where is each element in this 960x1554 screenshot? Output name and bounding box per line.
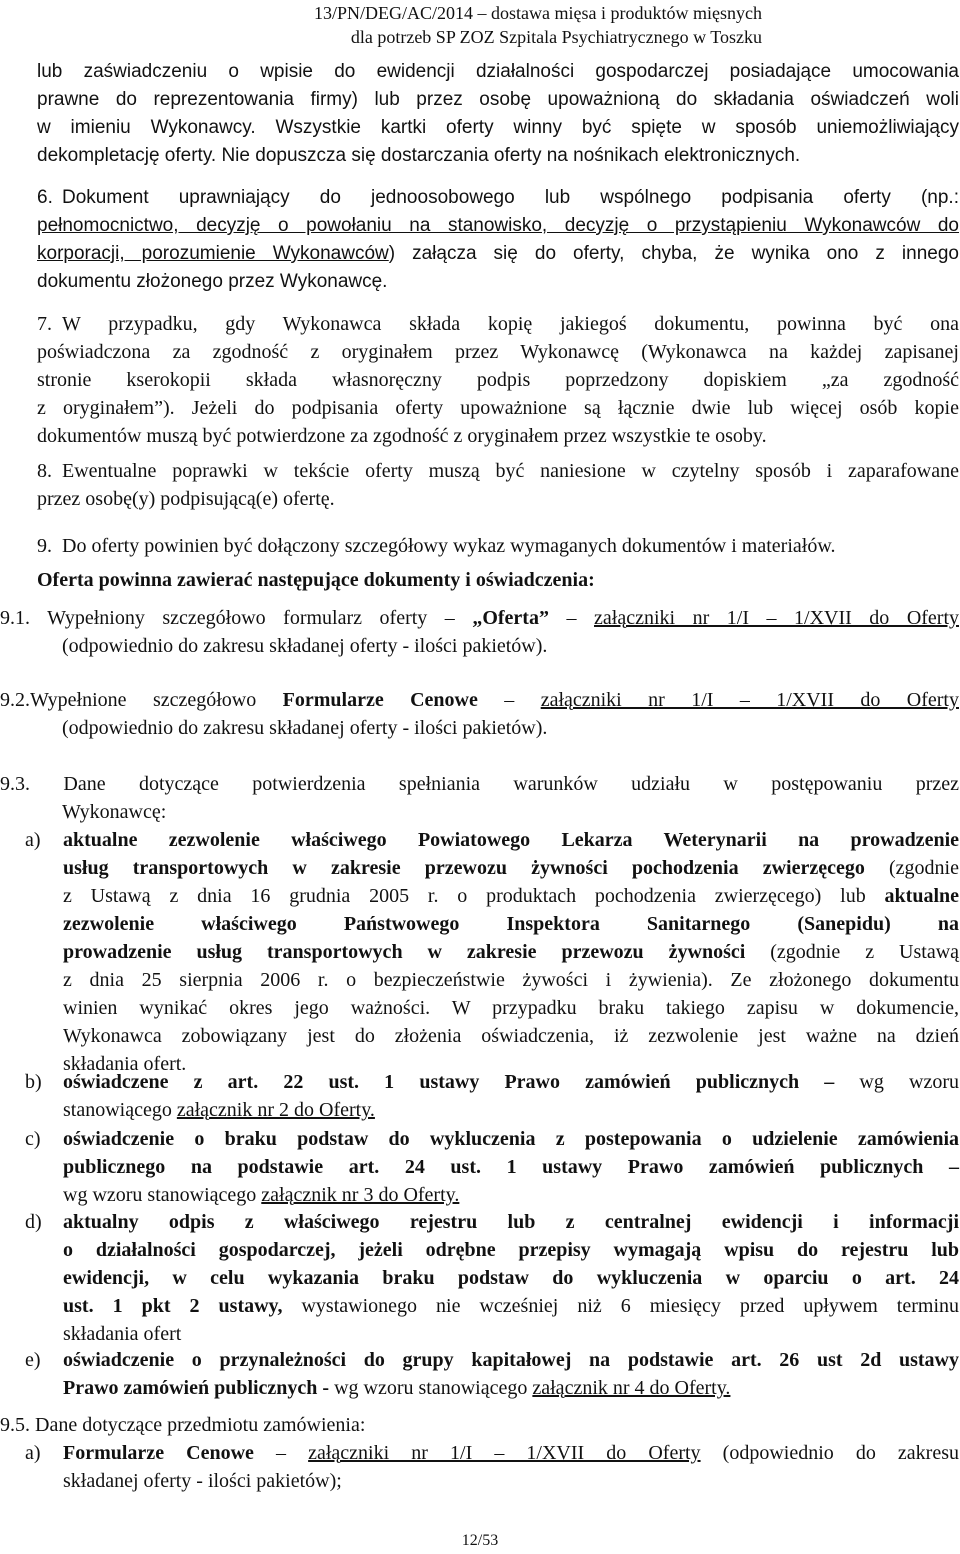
section-number: 8.	[37, 460, 52, 482]
header-line-2: dla potrzeb SP ZOZ Szpitala Psychiatrycznego w Toszku	[350, 27, 762, 47]
section-number: 9.3.	[0, 773, 30, 795]
section-9-5-item-a: a) Formularze Cenowe – załączniki nr 1/I – 1/XVII do Oferty (odpowiednio do zakresu składanej oferty - ilości pakietów);	[0, 1439, 959, 1495]
section-9-heading: Oferta powinna zawierać następujące dokumenty i oświadczenia:	[37, 569, 595, 591]
section-9-5: 9.5. Dane dotyczące przedmiotu zamówienia:	[0, 1414, 366, 1436]
item-label: b)	[25, 1071, 42, 1093]
intro-paragraph: lub zaświadczeniu o wpisie do ewidencji działalności gospodarczej posiadające umocowania prawne do reprezentowania firmy) lub przez osobę upoważnioną do składania oświadczeń woli w imieniu Wykonawcy. Wszystkie kartki oferty winny być spięte w sposób uniemożliwiający	[37, 61, 959, 138]
page-number: 12/53	[461, 1532, 499, 1549]
intro-last-line: dekompletację oferty. Nie dopuszcza się dostarczania oferty na nośnikach elektronicznych.	[37, 145, 801, 166]
item-label: e)	[25, 1349, 41, 1371]
section-8: 8. Ewentualne poprawki w tekście oferty muszą być naniesione w czytelny sposób i zaparafowane przez osobę(y) podpisującą(e) ofertę.	[37, 457, 959, 513]
section-number: 9.2.	[0, 689, 30, 711]
section-6: 6. Dokument uprawniający do jednoosobowego lub wspólnego podpisania oferty (np.: pełnomocnictwo, decyzję o powołaniu na stanowisko, decyzję o przystąpieniu Wykonawców do korporacji, porozumienie Wykonawców) załącza się do oferty, chyba, że wynika ono z innego dokumentu złożonego przez Wykonawcę.	[37, 184, 959, 296]
list-item-c: c) oświadczenie o braku podstaw do wykluczenia z postepowania o udzielenie zamówienia publicznego na podstawie art. 24 ust. 1 ustawy Prawo zamówień publicznych – wg wzoru stanowiącego załącznik nr 3 do Oferty.	[0, 1125, 959, 1209]
section-9-3: 9.3. Dane dotyczące potwierdzenia spełniania warunków udziału w postępowaniu przez Wykonawcę:	[0, 773, 959, 823]
item-label: c)	[25, 1128, 41, 1150]
list-item-b: b) oświadczene z art. 22 ust. 1 ustawy Prawo zamówień publicznych – wg wzoru stanowiącego załącznik nr 2 do Oferty.	[0, 1068, 959, 1124]
list-item-a: a) aktualne zezwolenie właściwego Powiatowego Lekarza Weterynarii na prowadzenie usług transportowych w zakresie przewozu żywności pochodzenia zwierzęcego (zgodnie z Ustawą z dnia 16 grudnia 2005 r. o produktach pochodzenia zwierzęcego) lub aktualne zezwolenie właściwego Państwowego Inspektora Sanitarnego (Sanepidu) na prowadzenie usług transportowych w zakresie przewozu żywności (zgodnie z Ustawą z dnia 25 sierpnia 2006 r. o bezpieczeństwie żywości i żywienia). Ze złożonego dokumentu winien wynikać okres jego ważności. W przypadku braku takiego zapisu w dokumencie, Wykonawca zobowiązany jest do złożenia oświadczenia, iż zezwolenie jest ważne na dzień składania ofert.	[0, 826, 959, 1078]
section-number: 9.	[37, 535, 52, 557]
list-item-d: d) aktualny odpis z właściwego rejestru lub z centralnej ewidencji i informacji o działalności gospodarczej, jeżeli odrębne przepisy wymagają wpisu do rejestru lub ewidencji, w celu wykazania braku podstaw do wykluczenia w oparciu o art. 24 ust. 1 pkt 2 ustawy, wystawionego nie wcześniej niż 6 miesięcy przed upływem terminu składania ofert	[0, 1208, 959, 1348]
item-label: a)	[25, 1442, 41, 1464]
list-item-e: e) oświadczenie o przynależności do grupy kapitałowej na podstawie art. 26 ust 2d ustawy Prawo zamówień publicznych - wg wzoru stanowiącego załącznik nr 4 do Oferty.	[0, 1346, 959, 1402]
section-number: 9.1.	[0, 607, 30, 629]
header-line-1: 13/PN/DEG/AC/2014 – dostawa mięsa i produktów mięsnych	[314, 3, 762, 23]
item-label: d)	[25, 1211, 42, 1233]
section-9: 9. Do oferty powinien być dołączony szczegółowy wykaz wymaganych dokumentów i materiałów.	[37, 532, 959, 560]
item-label: a)	[25, 829, 41, 851]
section-number: 6.	[37, 187, 53, 208]
section-9-2: 9.2.Wypełnione szczegółowo Formularze Cenowe – załączniki nr 1/I – 1/XVII do Oferty (odpowiednio do zakresu składanej oferty - ilości pakietów).	[0, 689, 959, 739]
section-number: 9.5.	[0, 1414, 30, 1436]
section-number: 7.	[37, 313, 52, 335]
section-7: 7. W przypadku, gdy Wykonawca składa kopię jakiegoś dokumentu, powinna być ona poświadczona za zgodność z oryginałem przez Wykonawcę (Wykonawca na każdej zapisanej stronie kserokopii składa własnoręczny podpis poprzedzony dopiskiem „za zgodność z oryginałem”). Jeżeli do podpisania oferty upoważnione są łącznie dwie lub więcej osób kopie dokumentów muszą być potwierdzone za zgodność z oryginałem przez wszystkie te osoby.	[37, 310, 959, 450]
section-9-1: 9.1. Wypełniony szczegółowo formularz oferty – „Oferta” – załączniki nr 1/I – 1/XVII do Oferty (odpowiednio do zakresu składanej oferty - ilości pakietów).	[0, 607, 960, 657]
